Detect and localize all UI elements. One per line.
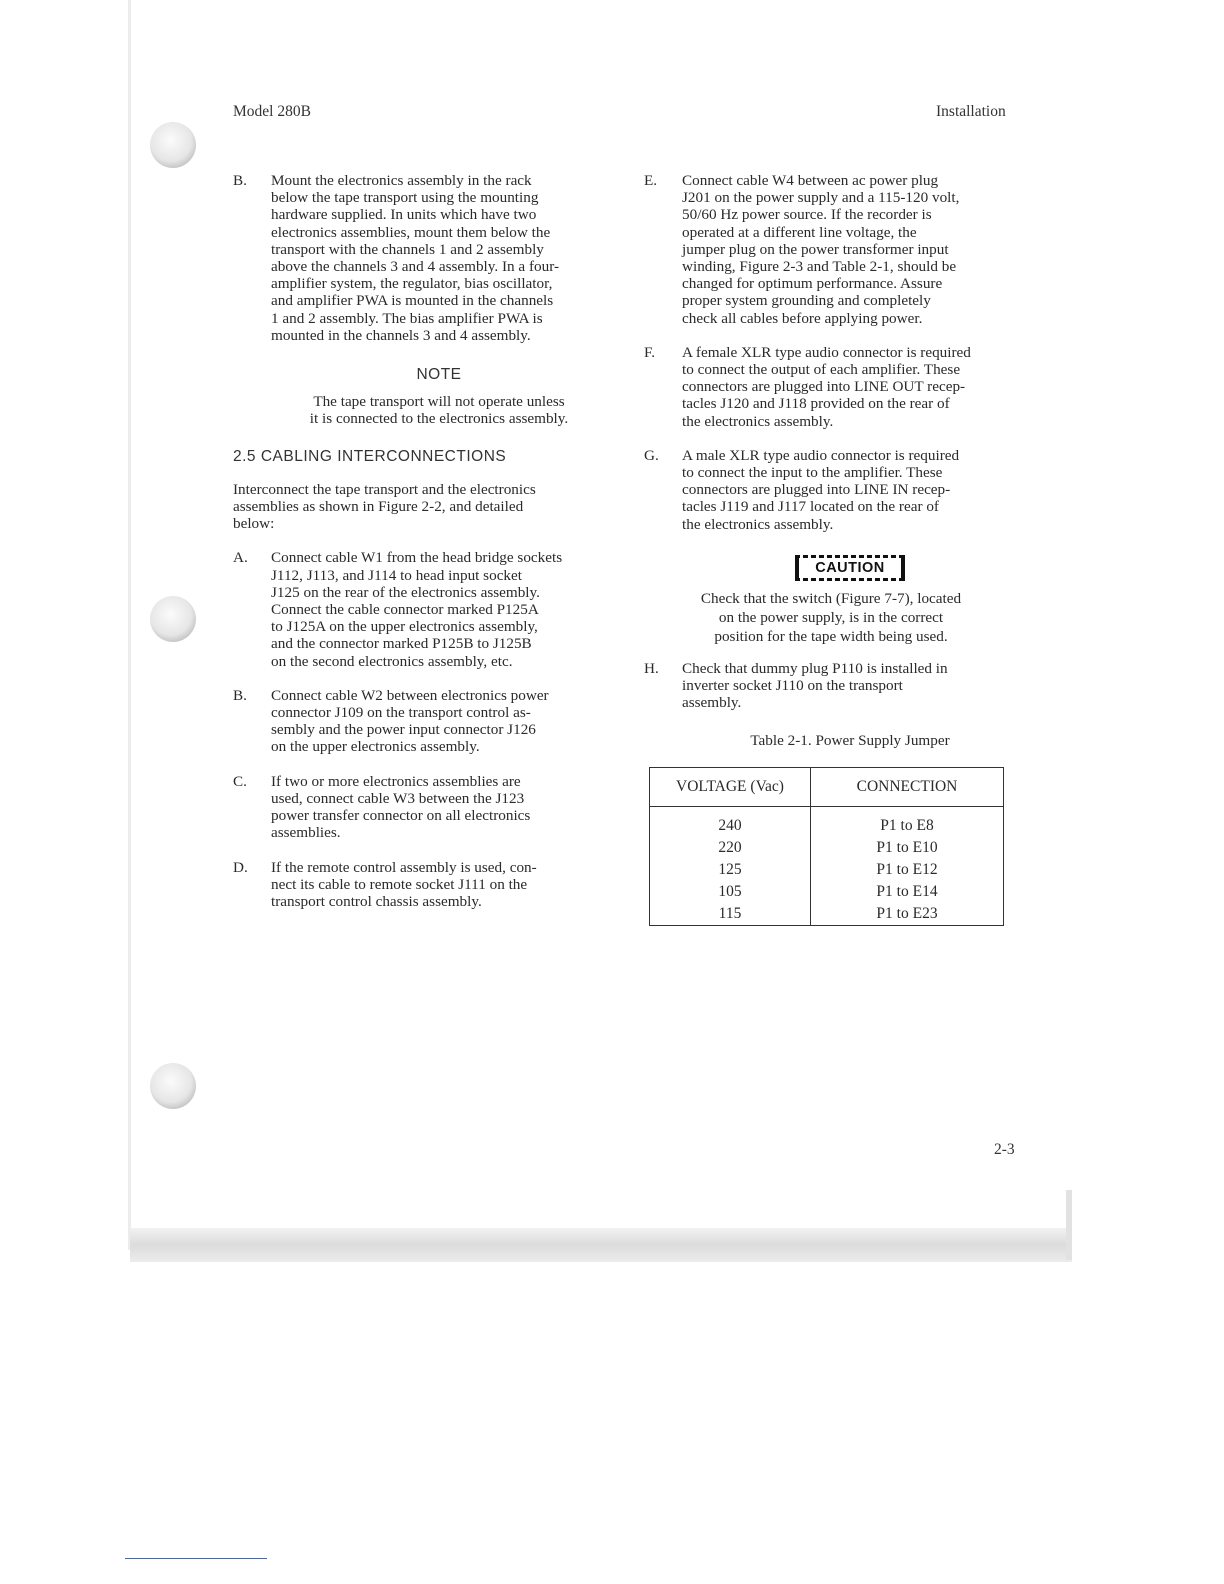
- text-line: Connect cable W4 between ac power plug: [682, 172, 939, 189]
- text-line: and the connector marked P125B to J125B: [271, 635, 532, 653]
- list-item: [644, 344, 1018, 430]
- text-line: amplifier system, the regulator, bias oscillator,: [271, 275, 553, 293]
- text-line: below the tape transport using the mounting: [271, 189, 539, 207]
- list-item: [233, 859, 607, 911]
- item-letter: D.: [233, 858, 248, 876]
- list-item: [233, 549, 607, 669]
- table-cell: P1 to E14: [876, 883, 938, 900]
- table-caption: Table 2-1. Power Supply Jumper: [750, 731, 950, 749]
- note-title: NOTE: [416, 366, 462, 384]
- link-underline: [125, 1558, 267, 1559]
- text-line: and amplifier PWA is mounted in the channels: [271, 292, 554, 310]
- text-line: J125 on the rear of the electronics assembly.: [271, 583, 540, 601]
- text-line: assemblies as shown in Figure 2-2, and detailed: [233, 498, 524, 516]
- text-line: transport with the channels 1 and 2 assembly: [271, 240, 544, 258]
- list-item: [233, 172, 607, 344]
- page-number: 2-3: [994, 1141, 1015, 1158]
- item-letter: G.: [644, 446, 659, 464]
- text-line: mounted in the channels 3 and 4 assembly.: [271, 326, 531, 344]
- page-edge-shadow: [128, 0, 131, 1250]
- table-cell: P1 to E10: [876, 839, 938, 856]
- item-letter: H.: [644, 660, 659, 678]
- table-row: [650, 837, 1003, 859]
- text-line: A female XLR type audio connector is required: [682, 343, 971, 361]
- table-row: [650, 859, 1003, 881]
- page-corner-shadow: [1066, 1190, 1072, 1260]
- text-line: If the remote control assembly is used, con-: [271, 858, 537, 876]
- text-line: the electronics assembly.: [682, 412, 834, 430]
- text-line: electronics assemblies, mount them below the: [271, 223, 551, 241]
- item-text: [271, 172, 607, 344]
- text-line: tacles J119 and J117 located on the rear of: [682, 498, 939, 516]
- list-item: [644, 172, 1018, 327]
- section-heading: 2.5 CABLING INTERCONNECTIONS: [233, 447, 507, 465]
- text-line: tacles J120 and J118 provided on the rear of: [682, 395, 950, 413]
- text-line: jumper plug on the power transformer input: [682, 240, 949, 258]
- list-item: [233, 687, 607, 756]
- list-item: [644, 447, 1018, 533]
- text-line: Connect the cable connector marked P125A: [271, 601, 539, 619]
- table-row: [650, 807, 1003, 838]
- text-line: 1 and 2 assembly. The bias amplifier PWA is: [271, 309, 543, 327]
- text-line: nect its cable to remote socket J111 on the: [271, 875, 528, 893]
- text-line: power transfer connector on all electronics: [271, 807, 531, 825]
- item-text: [682, 172, 1018, 327]
- text-line: 50/60 Hz power source. If the recorder is: [682, 206, 932, 224]
- text-line: check all cables before applying power.: [682, 309, 923, 327]
- text-line: Check that dummy plug P110 is installed in: [682, 660, 948, 678]
- text-line: position for the tape width being used.: [714, 628, 948, 646]
- item-text: [271, 773, 607, 842]
- item-letter: A.: [233, 549, 248, 567]
- text-line: connectors are plugged into LINE OUT recep-: [682, 378, 966, 396]
- table-cell: P1 to E23: [876, 905, 938, 922]
- header-model: Model 280B: [233, 103, 311, 120]
- caution-label: CAUTION: [795, 555, 905, 581]
- binder-hole-icon: [150, 596, 196, 642]
- item-text: [682, 447, 1018, 533]
- note-text: [271, 393, 607, 427]
- text-line: assembly.: [682, 694, 742, 712]
- caution-banner: [682, 555, 1018, 581]
- text-line: on the power supply, is in the correct: [718, 609, 944, 627]
- table-cell: 105: [650, 881, 811, 903]
- text-line: hardware supplied. In units which have two: [271, 206, 537, 224]
- item-text: [682, 344, 1018, 430]
- text-line: to connect the output of each amplifier. These: [682, 361, 961, 379]
- right-column: [644, 172, 1018, 749]
- intro-paragraph: [233, 481, 607, 533]
- item-text: [271, 687, 607, 756]
- text-line: proper system grounding and completely: [682, 292, 931, 310]
- item-letter: B.: [233, 686, 247, 704]
- text-line: used, connect cable W3 between the J123: [271, 789, 525, 807]
- text-line: operated at a different line voltage, the: [682, 223, 917, 241]
- caution-text: [644, 589, 1018, 646]
- table-row: [650, 881, 1003, 903]
- item-letter: C.: [233, 772, 247, 790]
- text-line: Interconnect the tape transport and the electronics: [233, 480, 536, 498]
- table-cell: 240: [650, 807, 811, 838]
- text-line: connector J109 on the transport control as-: [271, 704, 531, 722]
- list-item: [233, 773, 607, 842]
- text-line: J201 on the power supply and a 115-120 volt,: [682, 189, 960, 207]
- text-line: A male XLR type audio connector is required: [682, 446, 960, 464]
- item-text: [271, 859, 607, 911]
- item-letter: F.: [644, 343, 656, 361]
- table-header-row: [650, 768, 1003, 807]
- list-item: [644, 660, 1018, 712]
- left-column: [233, 172, 607, 910]
- text-line: connectors are plugged into LINE IN recep-: [682, 481, 951, 499]
- page-bottom-edge: [130, 1228, 1072, 1262]
- text-line: If two or more electronics assemblies are: [271, 772, 521, 790]
- binder-hole-icon: [150, 122, 196, 168]
- table-cell: P1 to E8: [880, 817, 934, 834]
- power-supply-jumper-table: [649, 767, 1004, 926]
- table-cell: P1 to E12: [876, 861, 938, 878]
- table-cell: 125: [650, 859, 811, 881]
- column-header: VOLTAGE (Vac): [650, 768, 811, 807]
- text-line: sembly and the power input connector J126: [271, 721, 536, 739]
- text-line: Connect cable W2 between electronics power: [271, 686, 549, 704]
- table-row: [650, 903, 1003, 925]
- text-line: to J125A on the upper electronics assembly,: [271, 618, 538, 636]
- text-line: The tape transport will not operate unless: [313, 393, 565, 411]
- text-line: below:: [233, 515, 275, 533]
- column-header: CONNECTION: [811, 768, 1004, 807]
- text-line: the electronics assembly.: [682, 515, 834, 533]
- text-line: above the channels 3 and 4 assembly. In a four-: [271, 258, 560, 276]
- item-text: [271, 549, 607, 669]
- text-line: changed for optimum performance. Assure: [682, 275, 943, 293]
- text-line: transport control chassis assembly.: [271, 892, 482, 910]
- text-line: J112, J113, and J114 to head input socket: [271, 566, 522, 584]
- text-line: to connect the input to the amplifier. These: [682, 464, 943, 482]
- binder-hole-icon: [150, 1063, 196, 1109]
- header-section: Installation: [936, 103, 1006, 120]
- table-cell: 220: [650, 837, 811, 859]
- text-line: on the second electronics assembly, etc.: [271, 652, 513, 670]
- text-line: winding, Figure 2-3 and Table 2-1, should be: [682, 258, 957, 276]
- text-line: inverter socket J110 on the transport: [682, 677, 903, 695]
- item-letter: E.: [644, 172, 658, 189]
- item-text: [682, 660, 1018, 712]
- text-line: it is connected to the electronics assembly.: [309, 410, 569, 428]
- text-line: on the upper electronics assembly.: [271, 738, 480, 756]
- item-letter: B.: [233, 172, 247, 189]
- table-cell: 115: [650, 903, 811, 925]
- text-line: Mount the electronics assembly in the rack: [271, 172, 532, 189]
- text-line: Check that the switch (Figure 7-7), located: [700, 590, 962, 608]
- text-line: Connect cable W1 from the head bridge sockets: [271, 549, 563, 567]
- text-line: assemblies.: [271, 824, 341, 842]
